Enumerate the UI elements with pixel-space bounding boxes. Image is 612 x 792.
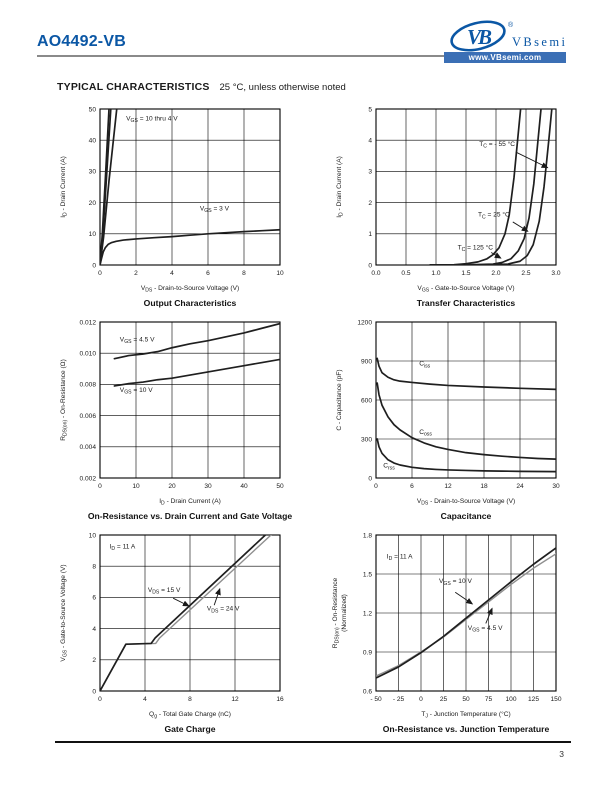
x-axis-label: $V_{DS}$ - Drain-to-Source Voltage (V) xyxy=(416,498,516,507)
y-tick-label: 300 xyxy=(360,436,372,444)
y-tick-label: 0 xyxy=(368,475,372,483)
annotation-label: $T_C$ = - 55 °C xyxy=(479,140,516,150)
y-tick-label: 0.008 xyxy=(79,381,96,389)
chart-on-resistance-vs-junction-temperature xyxy=(326,527,596,740)
annotation-label: $V_{DS} = 15$ V xyxy=(147,586,181,596)
curve-coss xyxy=(377,383,556,459)
annotation-label: $C_{oss}$ xyxy=(419,428,432,438)
x-tick-label: 20 xyxy=(168,483,176,490)
chart-transfer-characteristics xyxy=(326,101,596,314)
y-tick-label: 10 xyxy=(88,532,96,540)
annotation-label: $V_{GS} = 10$ thru 4 V xyxy=(126,115,178,125)
part-number: AO4492-VB xyxy=(37,33,126,50)
chart-output-characteristics xyxy=(50,101,320,314)
y-tick-label: 50 xyxy=(88,106,96,114)
y-axis-label: $R_{DS(on)}$ - On-Resistance xyxy=(332,577,341,649)
annotation-label: $T_C = 125$ °C xyxy=(457,244,494,254)
y-tick-label: 5 xyxy=(368,106,372,114)
y-tick-label: 1.8 xyxy=(362,532,372,540)
y-tick-label: 1200 xyxy=(357,319,372,327)
annotation-arrow xyxy=(513,222,528,231)
x-tick-label: 30 xyxy=(552,483,560,490)
y-tick-label: 1.5 xyxy=(362,571,372,579)
x-tick-label: 2.0 xyxy=(491,270,501,277)
logo-monogram: VB xyxy=(466,25,490,49)
logo-website-bar xyxy=(444,52,566,63)
vbsemi-logo xyxy=(442,20,582,64)
chart-title: On-Resistance vs. Drain Current and Gate Voltage xyxy=(87,511,293,521)
page-number: 3 xyxy=(559,749,564,759)
curve-ciss xyxy=(377,358,556,389)
chart-title: On-Resistance vs. Junction Temperature xyxy=(382,724,550,734)
y-tick-label: 4 xyxy=(368,137,372,145)
y-tick-label: 0.9 xyxy=(362,649,372,657)
y-tick-label: 0 xyxy=(368,262,372,270)
y-tick-label: 2 xyxy=(368,199,372,207)
curve-tc-25c xyxy=(466,109,541,265)
x-axis-label: $V_{DS}$ - Drain-to-Source Voltage (V) xyxy=(140,285,240,294)
chart-capacitance xyxy=(326,314,596,527)
annotation-label: $I_D = 11$ A xyxy=(109,543,136,552)
website-link[interactable]: www.VBsemi.com xyxy=(468,53,542,62)
y-axis-label: C - Capacitance (pF) xyxy=(336,369,343,431)
x-tick-label: 0 xyxy=(98,270,102,277)
y-tick-label: 0 xyxy=(92,688,96,696)
section-heading xyxy=(57,81,346,93)
annotation-label: $V_{GS} = 4.5$ V xyxy=(119,336,155,346)
x-tick-label: 0.5 xyxy=(401,270,411,277)
y-axis-label: $I_D$ - Drain Current (A) xyxy=(336,156,345,218)
chart-title: Output Characteristics xyxy=(143,298,237,308)
x-tick-label: 50 xyxy=(276,483,284,490)
curve-tc-125c xyxy=(430,109,521,265)
y-axis-label: $R_{DS(on)}$ - On-Resistance (Ω) xyxy=(60,359,69,441)
y-tick-label: 1 xyxy=(368,231,372,239)
y-tick-label: 20 xyxy=(88,199,96,207)
x-tick-label: 1.5 xyxy=(461,270,471,277)
x-tick-label: - 25 xyxy=(392,696,405,703)
annotation-label: $V_{GS} = 10$ V xyxy=(439,578,472,587)
y-tick-label: 3 xyxy=(368,168,372,176)
x-tick-label: 4 xyxy=(143,696,147,703)
x-tick-label: 6 xyxy=(206,270,210,277)
chart-title: Gate Charge xyxy=(164,724,216,734)
curves-group xyxy=(377,358,556,471)
curves-group xyxy=(100,535,271,691)
annotation-arrow xyxy=(516,152,548,168)
x-tick-label: 10 xyxy=(132,483,140,490)
chart-gate-charge xyxy=(50,527,320,740)
y-tick-label: 1.2 xyxy=(362,610,372,618)
x-tick-label: 30 xyxy=(204,483,212,490)
x-tick-label: 0 xyxy=(374,483,378,490)
y-tick-label: 0.6 xyxy=(362,688,372,696)
y-tick-label: 40 xyxy=(88,137,96,145)
y-tick-label: 2 xyxy=(92,657,96,665)
x-tick-label: 25 xyxy=(439,696,448,703)
curve-vgs-10v xyxy=(114,359,280,386)
annotation-label: $C_{rss}$ xyxy=(383,462,395,472)
y-tick-label: 6 xyxy=(92,594,96,602)
annotation-label: $V_{GS} = 10$ V xyxy=(119,386,153,396)
x-tick-label: - 50 xyxy=(370,696,382,703)
x-axis-label: $Q_g$ - Total Gate Charge (nC) xyxy=(149,711,231,720)
y-tick-label: 0.004 xyxy=(79,444,96,452)
x-axis-label: $T_J$ - Junction Temperature (°C) xyxy=(421,711,511,720)
section-title: TYPICAL CHARACTERISTICS xyxy=(57,81,210,93)
section-subtitle: 25 °C, unless otherwise noted xyxy=(219,82,346,93)
x-tick-label: 0 xyxy=(419,696,423,703)
x-tick-label: 6 xyxy=(410,483,414,490)
x-tick-label: 125 xyxy=(527,696,540,703)
x-tick-label: 0 xyxy=(98,696,102,703)
x-tick-label: 75 xyxy=(484,696,493,703)
x-tick-label: 24 xyxy=(516,483,524,490)
y-axis-label-line2: (Normalized) xyxy=(341,594,348,632)
y-tick-label: 30 xyxy=(88,168,96,176)
y-tick-label: 0.012 xyxy=(79,319,96,327)
x-tick-label: 0 xyxy=(98,483,102,490)
y-axis-label: $V_{GS}$ - Gate-to-Source Voltage (V) xyxy=(60,564,69,662)
x-tick-label: 12 xyxy=(231,696,239,703)
y-tick-label: 0 xyxy=(92,262,96,270)
x-axis-label: $V_{GS}$ - Gate-to-Source Voltage (V) xyxy=(417,285,515,294)
footer-rule xyxy=(55,741,571,743)
x-tick-label: 40 xyxy=(240,483,248,490)
x-tick-label: 4 xyxy=(170,270,174,277)
x-tick-label: 100 xyxy=(505,696,517,703)
x-tick-label: 1.0 xyxy=(431,270,441,277)
x-tick-label: 50 xyxy=(462,696,470,703)
y-tick-label: 0.006 xyxy=(79,412,96,420)
curves-group xyxy=(114,324,280,386)
x-tick-label: 16 xyxy=(276,696,284,703)
annotation-label: $V_{GS} = 3$ V xyxy=(199,205,230,215)
curve-vds-15v xyxy=(100,535,265,691)
x-tick-label: 150 xyxy=(550,696,562,703)
x-tick-label: 8 xyxy=(242,270,246,277)
plot-frame xyxy=(100,322,280,478)
annotation-label: $V_{DS} = 24$ V xyxy=(206,605,240,615)
curves-group xyxy=(430,109,552,265)
x-axis-label: $I_D$ - Drain Current (A) xyxy=(159,498,221,507)
curve-vgs-3v xyxy=(100,230,280,265)
plot-frame xyxy=(100,109,280,265)
x-tick-label: 2.5 xyxy=(521,270,531,277)
curve-crss xyxy=(377,439,556,472)
annotation-arrow xyxy=(173,598,189,606)
x-tick-label: 10 xyxy=(276,270,284,277)
x-tick-label: 8 xyxy=(188,696,192,703)
logo-text: VBsemi xyxy=(512,35,568,49)
x-tick-label: 0.0 xyxy=(371,270,381,277)
y-tick-label: 600 xyxy=(360,397,372,405)
annotation-label: $C_{iss}$ xyxy=(419,360,431,370)
chart-on-resistance-vs-drain-current xyxy=(50,314,320,527)
x-tick-label: 12 xyxy=(444,483,452,490)
charts-grid xyxy=(50,101,598,740)
annotation-label: $V_{GS} = 4.5$ V xyxy=(467,624,503,634)
annotation-arrow xyxy=(455,592,472,604)
x-tick-label: 3.0 xyxy=(551,270,561,277)
annotation-label: $T_C = 25$ °C xyxy=(478,211,510,221)
y-tick-label: 900 xyxy=(360,358,372,366)
curve-vds-24v xyxy=(100,535,271,691)
x-tick-label: 2 xyxy=(134,270,138,277)
registered-mark: ® xyxy=(508,22,514,29)
x-tick-label: 18 xyxy=(480,483,488,490)
y-axis-label: $I_D$ - Drain Current (A) xyxy=(60,156,69,218)
annotation-arrow xyxy=(486,608,492,623)
chart-title: Transfer Characteristics xyxy=(416,298,516,308)
chart-title: Capacitance xyxy=(440,511,492,521)
y-tick-label: 0.002 xyxy=(79,475,96,483)
y-tick-label: 8 xyxy=(92,563,96,571)
y-tick-label: 0.010 xyxy=(79,350,96,358)
annotation-arrow xyxy=(214,589,220,605)
y-tick-label: 4 xyxy=(92,625,96,633)
y-tick-label: 10 xyxy=(88,231,96,239)
curves-group xyxy=(100,109,280,265)
annotation-label: $I_D = 11$ A xyxy=(386,553,413,563)
